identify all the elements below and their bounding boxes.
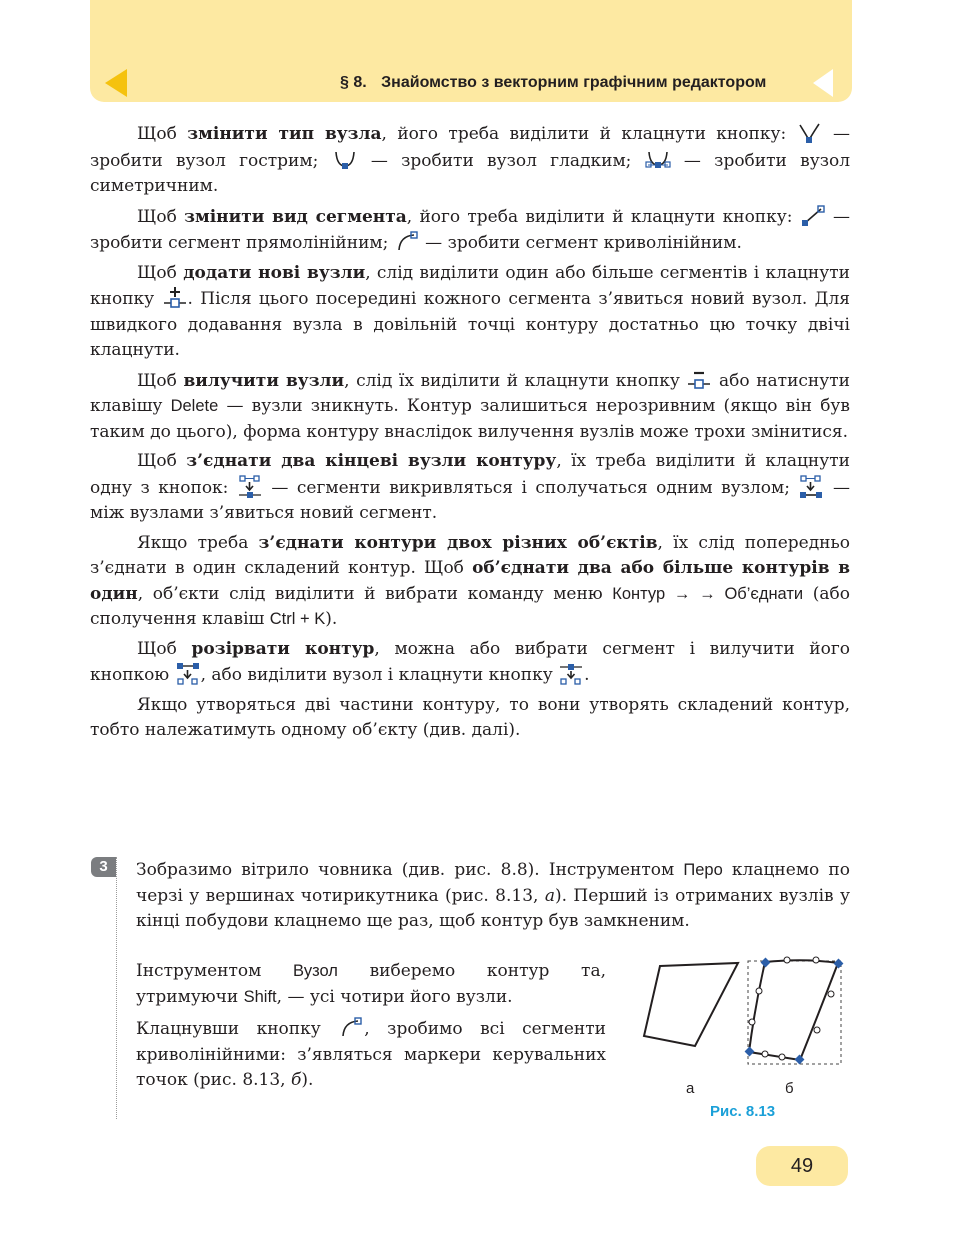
text: ). — [301, 1070, 314, 1090]
text: , його треба виділити й клацнути кнопку: — [406, 206, 800, 227]
delete-segment-icon — [175, 662, 201, 686]
page-number: 49 — [756, 1146, 848, 1186]
curve-segment-icon — [338, 1016, 364, 1040]
text: — вузли зникнуть. Контур залишиться нерозривним (якщо він був таким до цього), форма контуру внаслідок вилучення вузлів може трохи змінитися. — [90, 396, 850, 442]
key-name: Delete — [170, 397, 219, 415]
text: , або виділити вузол і клацнути кнопку — [200, 665, 559, 685]
text: або натиснути клавішу — [90, 370, 850, 416]
task-divider — [116, 857, 117, 1119]
text: , слід їх виділити й клацнути кнопку — [344, 370, 687, 391]
text: ). — [325, 609, 338, 629]
text: — зробити вузол гострим; — [90, 124, 850, 171]
text: — зробити вузол гладким; — [357, 150, 645, 171]
task-paragraphs-narrow — [136, 959, 606, 1100]
key-shortcut: Ctrl + K — [269, 610, 326, 628]
header-right-triangle — [813, 69, 833, 97]
figure-label-b: б — [785, 1080, 794, 1097]
text: Клацнувши кнопку — [136, 1019, 339, 1039]
bold-term: з’єднати контури двох різних об’єктів — [258, 532, 658, 553]
break-path-icon — [558, 662, 584, 686]
text: , його треба виділити й клацнути кнопку: — [381, 124, 797, 144]
task-paragraph-1 — [136, 858, 850, 935]
paragraph-compound-path: Якщо утворяться дві частини контуру, то вони утворять складений контур, тобто належатимуть одному об’єкту (див. далі). — [90, 694, 850, 740]
text: (або сполучення клавіш — [90, 583, 850, 629]
figure-ref: б — [290, 1070, 302, 1090]
bold-term: змінити вид сегмента — [184, 206, 407, 227]
task-paragraph-2 — [136, 959, 606, 1010]
text: — сегменти викривляться і сполучаться одним вузлом; — [262, 477, 799, 498]
text: Щоб — [137, 206, 185, 227]
bold-term: об’єднати два або більше контурів в один — [90, 558, 850, 604]
text: Щоб — [137, 638, 192, 659]
text: Щоб — [137, 262, 184, 283]
header-title — [340, 74, 810, 92]
text: Щоб — [137, 370, 184, 391]
section-title: Знайомство з векторним графічним редактором — [381, 74, 767, 91]
text: — зробити сегмент криволінійним. — [419, 233, 742, 253]
text: , об’єкти слід виділити й вибрати команду меню — [137, 583, 613, 604]
text: , можна або вибрати сегмент і вилучити його кнопкою — [90, 638, 850, 685]
tool-name: Вузол — [293, 962, 338, 980]
figure-label-a: а — [686, 1080, 695, 1097]
text: — між вузлами з’явиться новий сегмент. — [90, 477, 850, 523]
figure-ref: а — [544, 885, 555, 906]
text: , їх треба виділити й клацнути одну з кнопок: — [90, 451, 850, 498]
section-number: § 8. — [340, 74, 367, 91]
cusp-node-icon — [797, 121, 823, 145]
text: Щоб — [137, 451, 187, 471]
bold-term: розірвати контур — [191, 638, 375, 659]
paragraph-segment-type — [90, 204, 850, 257]
text: Інструментом — [136, 961, 294, 981]
task-number-badge: 3 — [91, 857, 116, 877]
curve-segment-icon — [394, 230, 420, 254]
insert-node-icon — [162, 286, 188, 310]
body-text — [90, 121, 850, 748]
paragraph-delete-nodes — [90, 368, 850, 446]
text: , зробимо всі сегменти криволінійними: з’являться маркери керувальних точок (рис. 8.13, — [136, 1019, 606, 1090]
text: , — усі чотири його вузли. — [276, 986, 513, 1007]
tool-name: Перо — [683, 861, 723, 879]
text: виберемо контур та, утримуючи — [136, 961, 606, 1007]
text: клацнемо по черзі у вершинах чотирикутника (рис. 8.13, — [136, 860, 851, 906]
paragraph-add-nodes — [90, 261, 850, 364]
paragraph-combine-paths — [90, 531, 850, 633]
join-nodes-icon — [237, 475, 263, 499]
delete-node-icon — [686, 368, 712, 392]
line-segment-icon — [800, 204, 826, 228]
menu-path: Контур → → Об’єднати — [612, 584, 804, 603]
figure-caption: Рис. 8.13 — [710, 1103, 776, 1120]
quadrilateral-b — [745, 957, 844, 1064]
text: . Після цього посередині кожного сегмента з’явиться новий вузол. Для швидкого додавання вузла в довільній точці контуру достатньо цю точку двічі клацнути. — [90, 289, 850, 360]
text: , їх слід попередньо з’єднати в один складений контур. Щоб — [90, 532, 850, 578]
text: — зробити сегмент прямолінійним; — [90, 206, 850, 253]
quadrilateral-a — [644, 963, 738, 1046]
text: , слід виділити один або більше сегментів і клацнути кнопку — [90, 262, 851, 309]
bold-term: додати нові вузли — [183, 262, 366, 283]
join-segment-icon — [798, 475, 824, 499]
paragraph-node-type — [90, 121, 850, 200]
task-paragraph-3 — [136, 1016, 606, 1094]
text: ). Перший із отриманих вузлів у кінці побудови клацнемо ще раз, щоб контур був замкненим. — [136, 885, 850, 931]
text: Зобразимо вітрило човника (див. рис. 8.8). Інструментом — [136, 860, 684, 880]
bold-term: вилучити вузли — [183, 370, 345, 391]
header-left-triangle — [105, 69, 127, 97]
text: — зробити вузол симетричним. — [90, 150, 850, 196]
figure-8-13 — [635, 950, 855, 1100]
smooth-node-icon — [332, 148, 358, 172]
paragraph-join-nodes — [90, 449, 850, 527]
bold-term: з’єднати два кінцеві вузли контуру — [186, 451, 557, 471]
paragraph-break-path — [90, 637, 850, 689]
key-name: Shift — [243, 987, 277, 1006]
text: Щоб — [137, 124, 188, 144]
text: . — [584, 665, 590, 685]
text: Якщо треба — [137, 532, 259, 553]
symmetric-node-icon — [645, 148, 671, 172]
bold-term: змінити тип вузла — [187, 124, 382, 144]
